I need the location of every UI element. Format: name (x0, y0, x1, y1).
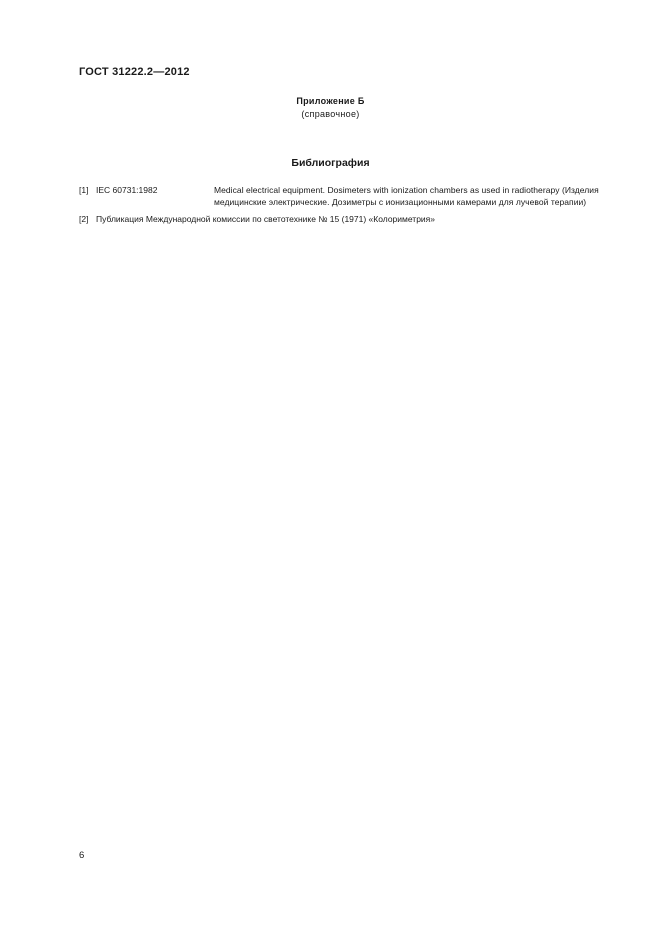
annex-heading (0, 95, 661, 121)
reference-text: Публикация Международной комиссии по светотехнике № 15 (1971) «Колориметрия» (96, 214, 436, 224)
reference-item (79, 184, 619, 208)
annex-type: (справочное) (301, 109, 360, 119)
reference-list (79, 184, 619, 230)
reference-description: Medical electrical equipment. Dosimeters with ionization chambers as used in radiotherapy (Изделия медицинские электрические. Дозиметры с ионизационными камерами для лучевой терапии) (214, 185, 599, 207)
reference-number: [2] (79, 214, 89, 224)
page-number: 6 (79, 850, 85, 861)
reference-number: [1] (79, 185, 89, 195)
section-title: Библиография (291, 157, 370, 169)
annex-title: Приложение Б (296, 96, 365, 106)
reference-source: IEC 60731:1982 (96, 185, 158, 195)
document-code: ГОСТ 31222.2—2012 (79, 66, 190, 78)
reference-item (79, 213, 619, 225)
